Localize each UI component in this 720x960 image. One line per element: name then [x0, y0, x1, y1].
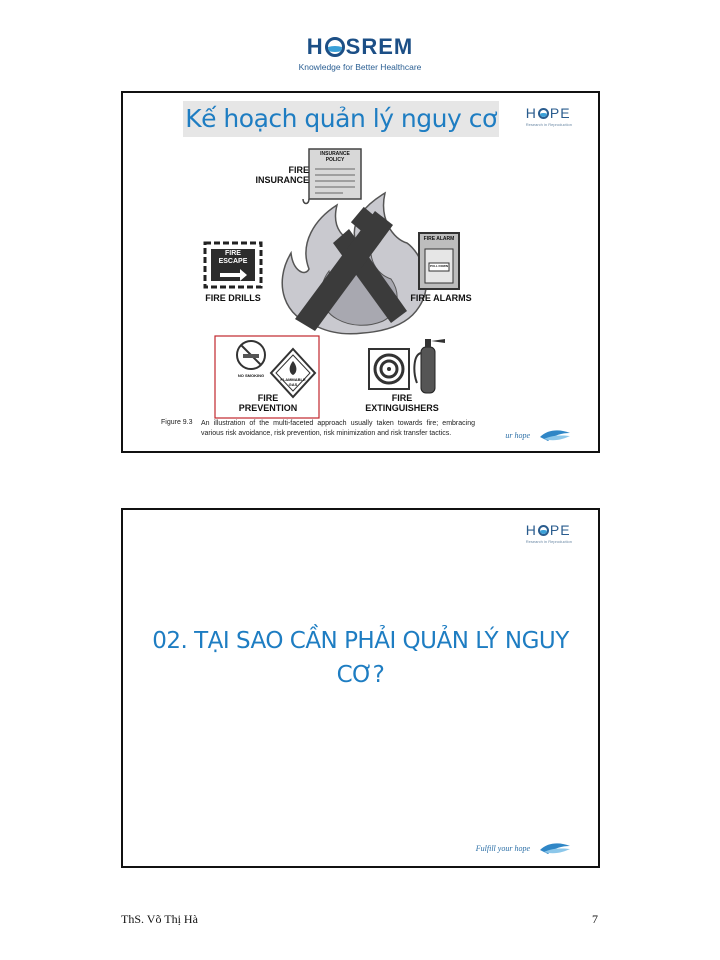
label-alarm-pull: PULL DOWN [429, 264, 449, 268]
hosrem-tagline: Knowledge for Better Healthcare [298, 62, 422, 72]
slide-2-title [123, 624, 598, 692]
label-flammable-gas: FLAMMABLE GAS [280, 377, 306, 387]
slide-2 [121, 508, 600, 868]
no-smoking-icon [237, 341, 265, 369]
hosrem-globe-icon [325, 37, 345, 57]
footer-author: ThS. Võ Thị Hà [121, 912, 198, 926]
slide-1-title: Kế hoạch quản lý nguy cơ [183, 101, 499, 137]
fulfill-text: ur hope [505, 430, 530, 440]
label-escape-sign: FIRE ESCAPE [218, 250, 248, 265]
hope-globe-icon [538, 525, 549, 536]
hosrem-logo [0, 34, 720, 72]
hope-wordmark: H PE [525, 522, 571, 538]
label-fire-insurance: FIRE INSURANCE [255, 165, 309, 185]
fulfill-logo [505, 427, 572, 443]
slide-2-title-line-2: CƠ? [336, 662, 385, 688]
fulfill-text: Fulfill your hope [475, 843, 530, 853]
fire-extinguisher-icon [414, 339, 445, 393]
hope-tagline: Research in Reproduction [525, 539, 572, 544]
hope-tagline: Research in Reproduction [525, 122, 572, 127]
label-fire-drills: FIRE DRILLS [205, 293, 261, 303]
label-no-smoking: NO SMOKING [237, 373, 265, 378]
label-fire-prevention: FIRE PREVENTION [238, 393, 298, 413]
label-fire-alarms: FIRE ALARMS [410, 293, 472, 303]
label-insurance-policy: INSURANCE POLICY [320, 151, 350, 163]
slide-1 [121, 91, 600, 453]
caption-text: An illustration of the multi-faceted approach usually taken towards fire; embracing various risk avoidance, risk prevention, risk minimization and risk transfer tactics. [201, 420, 475, 437]
fulfill-logo [476, 840, 572, 856]
hope-logo [526, 522, 572, 544]
flammable-gas-icon [271, 349, 315, 397]
hope-wordmark: H PE [525, 105, 571, 121]
wave-icon [538, 840, 572, 856]
label-alarm-sign: FIRE ALARM [423, 236, 455, 242]
caption-number: Figure 9.3 [161, 419, 193, 426]
footer-page-number: 7 [592, 912, 598, 926]
label-fire-extinguishers: FIRE EXTINGUISHERS [365, 393, 439, 413]
slide-2-title-line-1: 02. TẠI SAO CẦN PHẢI QUẢN LÝ NGUY [152, 628, 569, 654]
hose-reel-icon [369, 349, 409, 389]
wave-icon [538, 427, 572, 443]
hosrem-wordmark: H SREM [306, 34, 414, 59]
